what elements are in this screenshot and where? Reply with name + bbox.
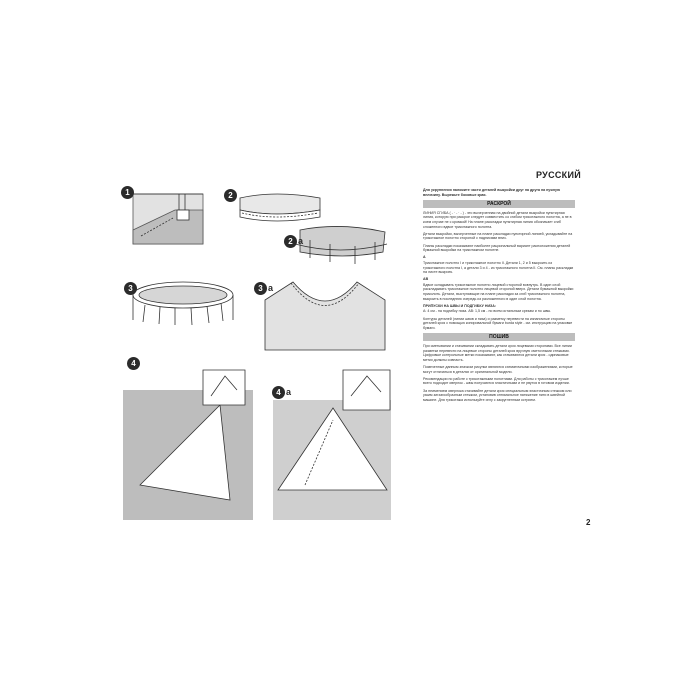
sewing-illustrations: [115, 170, 405, 525]
intro-paragraph: Для укрупнения наложите части деталей выкройки друг на друга на нужную величину. Вырежьте боковые края.: [423, 188, 561, 197]
illustration-step-4: [123, 370, 253, 520]
layout-ab-paragraph: Вдвое складывать трикотажное полотно лицевой стороной вовнутрь. В один слой раскладывать трикотажное полотно лицевой стороной вверх. Детали бумажной выкройки приколоть. Детали, выступающие на плане раскладки за сгиб трикотажного полотна, выкроить в последнюю очередь из разложенного в один слой полотна.: [423, 282, 574, 301]
section-header-sewing: ПОШИВ: [423, 333, 575, 341]
page-number: 2: [586, 518, 591, 527]
step-suffix-2a: a: [298, 236, 304, 246]
layout-a-paragraph: Трикотажное полотно I и трикотажное полотно II. Детали 1, 2 и 5 выкроить из трикотажного полотна I, а детали 3 и 4 - из трикотажного полотна II. См. планы раскладки на листе выкроек.: [423, 260, 574, 275]
contours-paragraph: Контуры деталей (линии швов и низа) и разметку перевести на изнаночные стороны деталей кроя с помощью копировальной бумаги burda style - см. инструкцию на упаковке бумаги.: [423, 316, 573, 330]
step-suffix-4a: a: [286, 387, 292, 397]
illustration-step-2a: [295, 226, 387, 264]
allowances-paragraph: A: 4 см - на подгибку низа. AB: 1,5 см - по всем остальным срезам и по швы.: [423, 309, 552, 314]
allowances-heading: ПРИПУСКИ НА ШВЫ И ПОДГИБКУ НИЗА:: [423, 303, 497, 308]
illustration-step-1: [133, 194, 203, 244]
step-marker-2: 2: [224, 189, 237, 202]
illustration-step-3a: [265, 282, 385, 350]
step-marker-3a: 3: [254, 282, 267, 295]
knit-recommendation-paragraph: Рекомендации по работе с трикотажными полотнами. Для работы с трикотажем лучше всего подходит оверлок - швы получаются эластичными и не рвутся в готовом изделии.: [423, 376, 570, 386]
layout-a-heading: A: [423, 255, 426, 260]
sewing-paragraph: При сметывании и стачивании складывать детали кроя лицевыми сторонами. Все линии разметки перевести на лицевые стороны деталей кроя вручную сметочными стежками. Цифровые контрольные метки показывают, как стачиваются детали кроя - одинаковые метки должны совпасть.: [423, 344, 572, 362]
marks-paragraph: Помеченные данным значком рисунки являются схематичными изображениями, которые могут отличаться в деталях от оригинальной модели.: [423, 364, 573, 374]
layout-plans-paragraph: Планы раскладки показывают наиболее рациональный вариант расположения деталей бумажной выкройки на трикотажном полотне.: [423, 243, 571, 253]
pattern-pieces-paragraph: Детали выкройки, вычерченные на плане раскладки пунктирной линией, укладывайте на трикотажное полотно стороной с надписями вниз.: [423, 231, 573, 241]
step-marker-3: 3: [124, 282, 137, 295]
layout-ab-heading: AB: [423, 277, 429, 282]
step-marker-2a: 2: [284, 235, 297, 248]
step-suffix-3a: a: [268, 283, 274, 293]
page-title: РУССКИЙ: [536, 170, 582, 180]
step-marker-4: 4: [127, 357, 140, 370]
section-header-cutting: РАСКРОЙ: [423, 200, 575, 208]
illustration-step-3: [133, 282, 233, 325]
fold-line-paragraph: ЛИНИЯ СГИБА ( - · - · - ) - это вычерченная на двойной детали выкройки пунктирная линия, которую при раскрое следует совместить со сгибом трикотажного полотна, а не в коем случае не с кромкой! На плане раскладки пунктирная линия обозначает сгиб сложенного вдвое трикотажного полотна.: [423, 210, 572, 229]
overlock-paragraph: За неимением оверлока стачивайте детали кроя специальным эластичным стежком или узким зигзагообразным стежком, установив оптимальное натяжение нити в швейной машине. Для трикотажа используйте иглу с закругленным острием.: [423, 388, 572, 402]
instruction-text-column: [423, 188, 575, 405]
step-marker-1: 1: [121, 186, 134, 199]
step-marker-4a: 4: [272, 386, 285, 399]
illustration-step-2: [240, 194, 320, 221]
